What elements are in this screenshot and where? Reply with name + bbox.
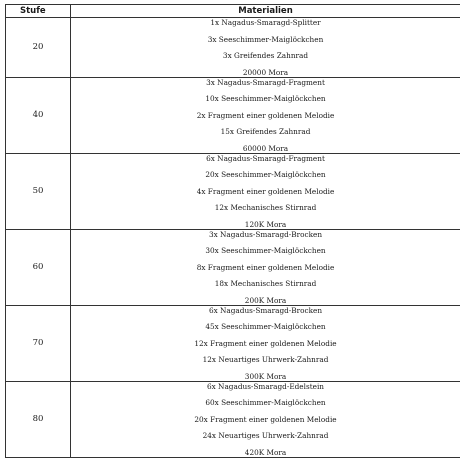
line-spacer (71, 239, 460, 247)
material-item: 6x Nagadus-Smaragd-Edelstein (71, 382, 460, 391)
line-spacer (71, 348, 460, 356)
line-spacer (71, 120, 460, 128)
material-item: 12x Mechanisches Stirnrad (71, 203, 460, 212)
material-item: 20000 Mora (71, 68, 460, 77)
table-row (6, 18, 460, 78)
line-spacer (71, 196, 460, 204)
material-item: 6x Nagadus-Smaragd-Brocken (71, 306, 460, 315)
table-row (6, 153, 460, 229)
table-row (6, 77, 460, 153)
material-item: 420K Mora (71, 448, 460, 457)
line-spacer (71, 272, 460, 280)
material-item: 10x Seeschimmer-Maiglöckchen (71, 94, 460, 103)
level-cell: 60 (6, 229, 71, 305)
header-level: Stufe (6, 5, 71, 18)
material-item: 20x Seeschimmer-Maiglöckchen (71, 170, 460, 179)
line-spacer (71, 44, 460, 52)
material-item: 6x Nagadus-Smaragd-Fragment (71, 154, 460, 163)
material-item: 120K Mora (71, 220, 460, 229)
material-item: 8x Fragment einer goldenen Melodie (71, 263, 460, 272)
level-cell: 80 (6, 381, 71, 457)
level-cell: 70 (6, 305, 71, 381)
line-spacer (71, 60, 460, 68)
line-spacer (71, 179, 460, 187)
materials-cell (71, 77, 460, 153)
material-item: 24x Neuartiges Uhrwerk-Zahnrad (71, 431, 460, 440)
materials-cell (71, 153, 460, 229)
line-spacer (71, 212, 460, 220)
table-header-row (6, 5, 460, 18)
level-cell: 40 (6, 77, 71, 153)
header-materials: Materialien (71, 5, 460, 18)
material-item: 4x Fragment einer goldenen Melodie (71, 187, 460, 196)
material-item: 15x Greifendes Zahnrad (71, 127, 460, 136)
material-item: 30x Seeschimmer-Maiglöckchen (71, 246, 460, 255)
material-item: 12x Neuartiges Uhrwerk-Zahnrad (71, 355, 460, 364)
material-item: 3x Seeschimmer-Maiglöckchen (71, 35, 460, 44)
level-cell: 50 (6, 153, 71, 229)
table-body (6, 18, 460, 458)
level-cell: 20 (6, 18, 71, 78)
table-row (6, 305, 460, 381)
line-spacer (71, 103, 460, 111)
material-item: 200K Mora (71, 296, 460, 305)
line-spacer (71, 364, 460, 372)
material-item: 3x Nagadus-Smaragd-Brocken (71, 230, 460, 239)
material-item: 18x Mechanisches Stirnrad (71, 279, 460, 288)
line-spacer (71, 331, 460, 339)
material-item: 45x Seeschimmer-Maiglöckchen (71, 322, 460, 331)
materials-cell (71, 305, 460, 381)
material-item: 60x Seeschimmer-Maiglöckchen (71, 398, 460, 407)
ascension-table-wrapper (5, 4, 460, 458)
line-spacer (71, 315, 460, 323)
material-item: 2x Fragment einer goldenen Melodie (71, 111, 460, 120)
line-spacer (71, 391, 460, 399)
ascension-materials-table (5, 4, 460, 458)
line-spacer (71, 288, 460, 296)
material-item: 20x Fragment einer goldenen Melodie (71, 415, 460, 424)
material-item: 1x Nagadus-Smaragd-Splitter (71, 18, 460, 27)
material-item: 300K Mora (71, 372, 460, 381)
line-spacer (71, 424, 460, 432)
materials-cell (71, 381, 460, 457)
line-spacer (71, 255, 460, 263)
line-spacer (71, 163, 460, 171)
materials-cell (71, 229, 460, 305)
material-item: 3x Greifendes Zahnrad (71, 51, 460, 60)
table-row (6, 229, 460, 305)
material-item: 3x Nagadus-Smaragd-Fragment (71, 78, 460, 87)
material-item: 60000 Mora (71, 144, 460, 153)
line-spacer (71, 136, 460, 144)
line-spacer (71, 27, 460, 35)
line-spacer (71, 440, 460, 448)
line-spacer (71, 407, 460, 415)
material-item: 12x Fragment einer goldenen Melodie (71, 339, 460, 348)
materials-cell (71, 18, 460, 78)
line-spacer (71, 87, 460, 95)
table-row (6, 381, 460, 457)
